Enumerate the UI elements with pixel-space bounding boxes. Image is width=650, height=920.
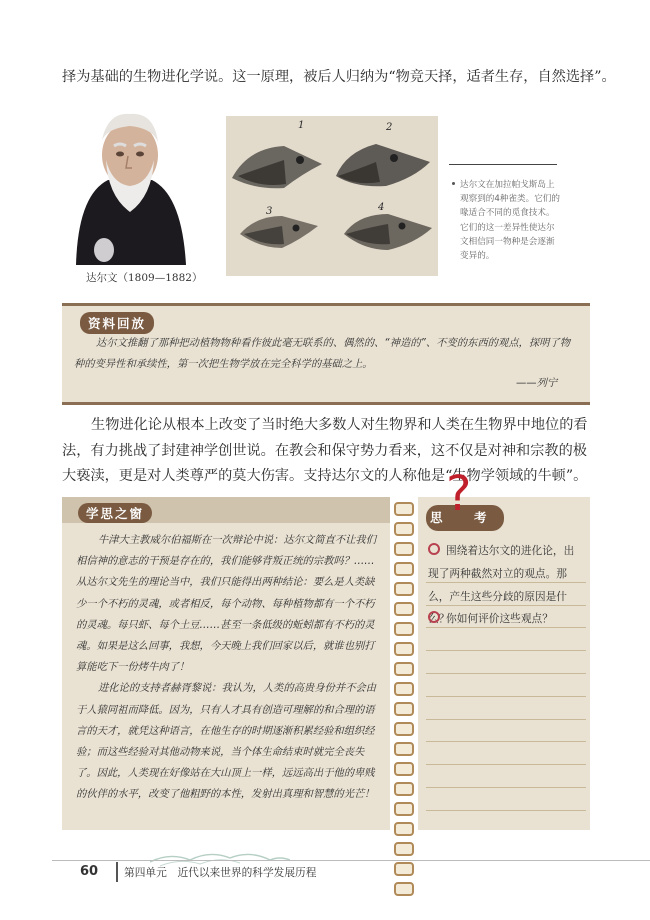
spiral-ring — [394, 802, 414, 816]
spiral-ring — [394, 562, 414, 576]
spiral-ring — [394, 862, 414, 876]
intro-line: 择为基础的生物进化学说。这一原理，被后人归纳为“物竞天择，适者生存，自然选择”。 — [62, 69, 616, 85]
think-title-right: 考 — [474, 510, 487, 525]
ruled-line — [426, 788, 586, 811]
beak-label-1: 1 — [298, 120, 305, 131]
spiral-ring — [394, 702, 414, 716]
footer-unit-title: 第四单元 近代以来世界的科学发展历程 — [124, 866, 317, 879]
spiral-ring — [394, 642, 414, 656]
question-mark-icon: ? — [446, 466, 472, 522]
think-question-1-text: 围绕着达尔文的进化论，出现了两种截然对立的观点。那么，产生这些分歧的原因是什么？ — [428, 544, 575, 626]
footer-separator — [116, 862, 118, 882]
spiral-ring — [394, 782, 414, 796]
spiral-ring — [394, 602, 414, 616]
spiral-ring — [394, 522, 414, 536]
bullet-icon — [428, 611, 440, 623]
body-paragraph: 生物进化论从根本上改变了当时绝大多数人对生物界和人类在生物界中地位的看法，有力挑战了封建神学创世说。在教会和保守势力看来，这不仅是对神和宗教的极大亵渎，更是对人类尊严的莫大伤害。支持达尔文的人称他是“生物学领域的牛顿”。 — [62, 417, 588, 484]
ruled-line — [426, 742, 586, 765]
spiral-ring — [394, 882, 414, 896]
spiral-ring — [394, 742, 414, 756]
spiral-ring — [394, 582, 414, 596]
side-note-dot — [452, 182, 455, 185]
portrait-caption: 达尔文（1809—1882） — [86, 272, 203, 284]
spiral-ring — [394, 502, 414, 516]
finch-beaks-illustration — [226, 116, 438, 276]
resource-attribution: ——列宁 — [516, 377, 558, 389]
spiral-ring — [394, 682, 414, 696]
resource-body: 达尔文推翻了那种把动植物物种看作彼此毫无联系的、偶然的、“神造的”、不变的东西的观点，探明了物种的变异性和承续性，第一次把生物学放在完全科学的基础之上。 — [74, 337, 571, 370]
think-question-2 — [428, 608, 584, 631]
ruled-line — [426, 651, 586, 674]
study-window-para-2: 进化论的支持者赫胥黎说：我认为，人类的高贵身份并不会由于人猿同祖而降低。因为，只有人才具有创造可理解的和合理的语言的天才，就凭这种语言，在他生存的时期逐渐积累经验和组织经验；而这些经验对其他动物来说，当个体生命结束时就完全丧失了。因此，人类现在好像站在大山顶上一样，远远高出于他的卑贱的伙伴的水平，改变了他粗野的本性，发射出真理和智慧的光芒！ — [76, 682, 377, 801]
spiral-ring — [394, 542, 414, 556]
resource-title: 资料回放 — [80, 312, 154, 334]
spiral-ring — [394, 622, 414, 636]
darwin-portrait — [68, 100, 192, 265]
beak-label-4: 4 — [378, 202, 385, 213]
study-window-title: 学思之窗 — [78, 503, 152, 523]
study-window-text — [76, 530, 382, 806]
study-window-para-1: 牛津大主教威尔伯福斯在一次辩论中说：达尔文简直不让我们相信神的意志的干预是存在的，我们能够背叛正统的宗教吗？……从达尔文先生的理论当中，我们只能得出两种结论：要么是人类缺少一个不朽的灵魂，或者相反，每个动物、每种植物都有一个不朽的灵魂。每只虾、每个土豆……甚至一条低级的蚯蚓都有不朽的灵魂。如果是这么回事，我想，今天晚上我们回家以后，就谁也别打算能吃下一份烤牛肉了！ — [76, 534, 377, 674]
beak-label-2: 2 — [386, 122, 393, 133]
spiral-ring — [394, 842, 414, 856]
spiral-binding — [394, 502, 414, 828]
spiral-ring — [394, 822, 414, 836]
footer-rule — [52, 860, 650, 861]
ruled-line — [426, 720, 586, 743]
bullet-icon — [428, 543, 440, 555]
ruled-line — [426, 697, 586, 720]
beak-label-3: 3 — [266, 206, 273, 217]
spiral-ring — [394, 722, 414, 736]
side-note: 达尔文在加拉帕戈斯岛上观察到的4种雀类。它们的喙适合不同的觅食技术。它们的这一差异性使达尔文相信同一物种是会逐渐变异的。 — [460, 180, 560, 262]
ruled-line — [426, 674, 586, 697]
spiral-ring — [394, 662, 414, 676]
think-question-2-text: 你如何评价这些观点？ — [446, 612, 553, 625]
ruled-line — [426, 628, 586, 651]
side-note-rule — [449, 164, 557, 165]
page-number: 60 — [80, 864, 99, 879]
ruled-line — [426, 765, 586, 788]
think-title-left: 思 — [430, 510, 443, 525]
spiral-ring — [394, 762, 414, 776]
